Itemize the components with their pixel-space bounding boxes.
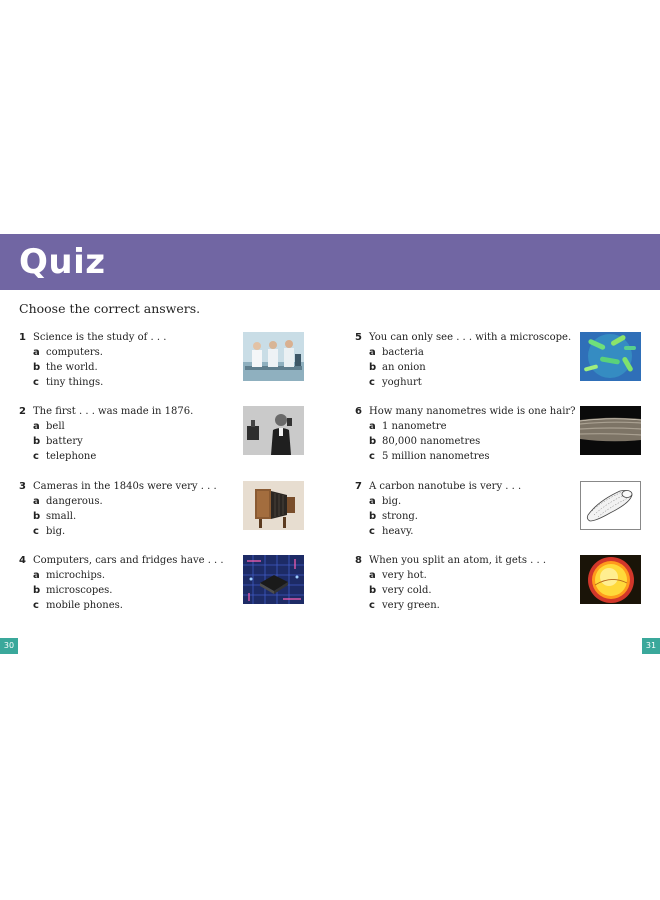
question-number: 3 bbox=[19, 481, 26, 492]
option-text: telephone bbox=[46, 451, 97, 462]
telephone-inventor-photo bbox=[243, 406, 304, 455]
question-text: Science is the study of . . . bbox=[33, 332, 167, 343]
option-letter: a bbox=[33, 347, 40, 358]
option-text: the world. bbox=[46, 362, 98, 373]
option-text: bell bbox=[46, 421, 65, 432]
question-text: How many nanometres wide is one hair? bbox=[369, 406, 576, 417]
option-text: 80,000 nanometres bbox=[382, 436, 481, 447]
old-camera-photo bbox=[243, 481, 304, 530]
option-letter: b bbox=[33, 511, 41, 522]
option-letter: b bbox=[369, 585, 377, 596]
bacteria-photo bbox=[580, 332, 641, 381]
page-title: Quiz bbox=[19, 242, 106, 282]
question-number: 1 bbox=[19, 332, 26, 343]
question-number: 4 bbox=[19, 555, 26, 566]
option-text: 1 nanometre bbox=[382, 421, 447, 432]
option-letter: b bbox=[33, 585, 41, 596]
microchip-photo bbox=[243, 555, 304, 604]
question-text: When you split an atom, it gets . . . bbox=[369, 555, 547, 566]
question-number: 7 bbox=[355, 481, 362, 492]
option-letter: c bbox=[369, 451, 375, 462]
option-letter: c bbox=[33, 451, 39, 462]
title-banner bbox=[0, 234, 660, 290]
option-letter: b bbox=[369, 362, 377, 373]
option-letter: a bbox=[33, 496, 40, 507]
question-number: 5 bbox=[355, 332, 362, 343]
question-text: Cameras in the 1840s were very . . . bbox=[33, 481, 217, 492]
option-text: very green. bbox=[382, 600, 440, 611]
nanotube-illustration bbox=[580, 481, 641, 530]
option-letter: c bbox=[369, 600, 375, 611]
option-text: yoghurt bbox=[382, 377, 422, 388]
option-text: bacteria bbox=[382, 347, 424, 358]
page-number-left: 30 bbox=[0, 638, 18, 654]
option-text: big. bbox=[382, 496, 402, 507]
glowing-atom-photo bbox=[580, 555, 641, 604]
option-text: an onion bbox=[382, 362, 426, 373]
option-letter: b bbox=[369, 511, 377, 522]
option-text: big. bbox=[46, 526, 66, 537]
option-letter: b bbox=[369, 436, 377, 447]
option-text: small. bbox=[46, 511, 77, 522]
question-text: You can only see . . . with a microscope. bbox=[369, 332, 572, 343]
option-text: computers. bbox=[46, 347, 103, 358]
option-letter: a bbox=[33, 421, 40, 432]
option-letter: b bbox=[33, 362, 41, 373]
option-text: 5 million nanometres bbox=[382, 451, 490, 462]
option-text: strong. bbox=[382, 511, 418, 522]
option-text: microscopes. bbox=[46, 585, 113, 596]
question-text: A carbon nanotube is very . . . bbox=[369, 481, 522, 492]
option-text: mobile phones. bbox=[46, 600, 123, 611]
option-letter: a bbox=[369, 347, 376, 358]
option-text: very cold. bbox=[382, 585, 432, 596]
option-letter: a bbox=[369, 421, 376, 432]
question-number: 8 bbox=[355, 555, 362, 566]
instructions: Choose the correct answers. bbox=[19, 301, 201, 316]
question-text: The first . . . was made in 1876. bbox=[33, 406, 194, 417]
option-letter: c bbox=[33, 526, 39, 537]
option-letter: a bbox=[369, 496, 376, 507]
option-letter: b bbox=[33, 436, 41, 447]
question-number: 2 bbox=[19, 406, 26, 417]
scientists-lab-photo bbox=[243, 332, 304, 381]
hair-strand-photo bbox=[580, 406, 641, 455]
option-letter: a bbox=[369, 570, 376, 581]
option-letter: c bbox=[33, 600, 39, 611]
question-text: Computers, cars and fridges have . . . bbox=[33, 555, 224, 566]
option-letter: c bbox=[369, 526, 375, 537]
option-text: very hot. bbox=[382, 570, 427, 581]
option-letter: c bbox=[369, 377, 375, 388]
option-letter: a bbox=[33, 570, 40, 581]
option-text: dangerous. bbox=[46, 496, 103, 507]
option-text: tiny things. bbox=[46, 377, 104, 388]
option-text: microchips. bbox=[46, 570, 106, 581]
option-letter: c bbox=[33, 377, 39, 388]
page-number-right: 31 bbox=[642, 638, 660, 654]
option-text: heavy. bbox=[382, 526, 414, 537]
question-number: 6 bbox=[355, 406, 362, 417]
option-text: battery bbox=[46, 436, 83, 447]
